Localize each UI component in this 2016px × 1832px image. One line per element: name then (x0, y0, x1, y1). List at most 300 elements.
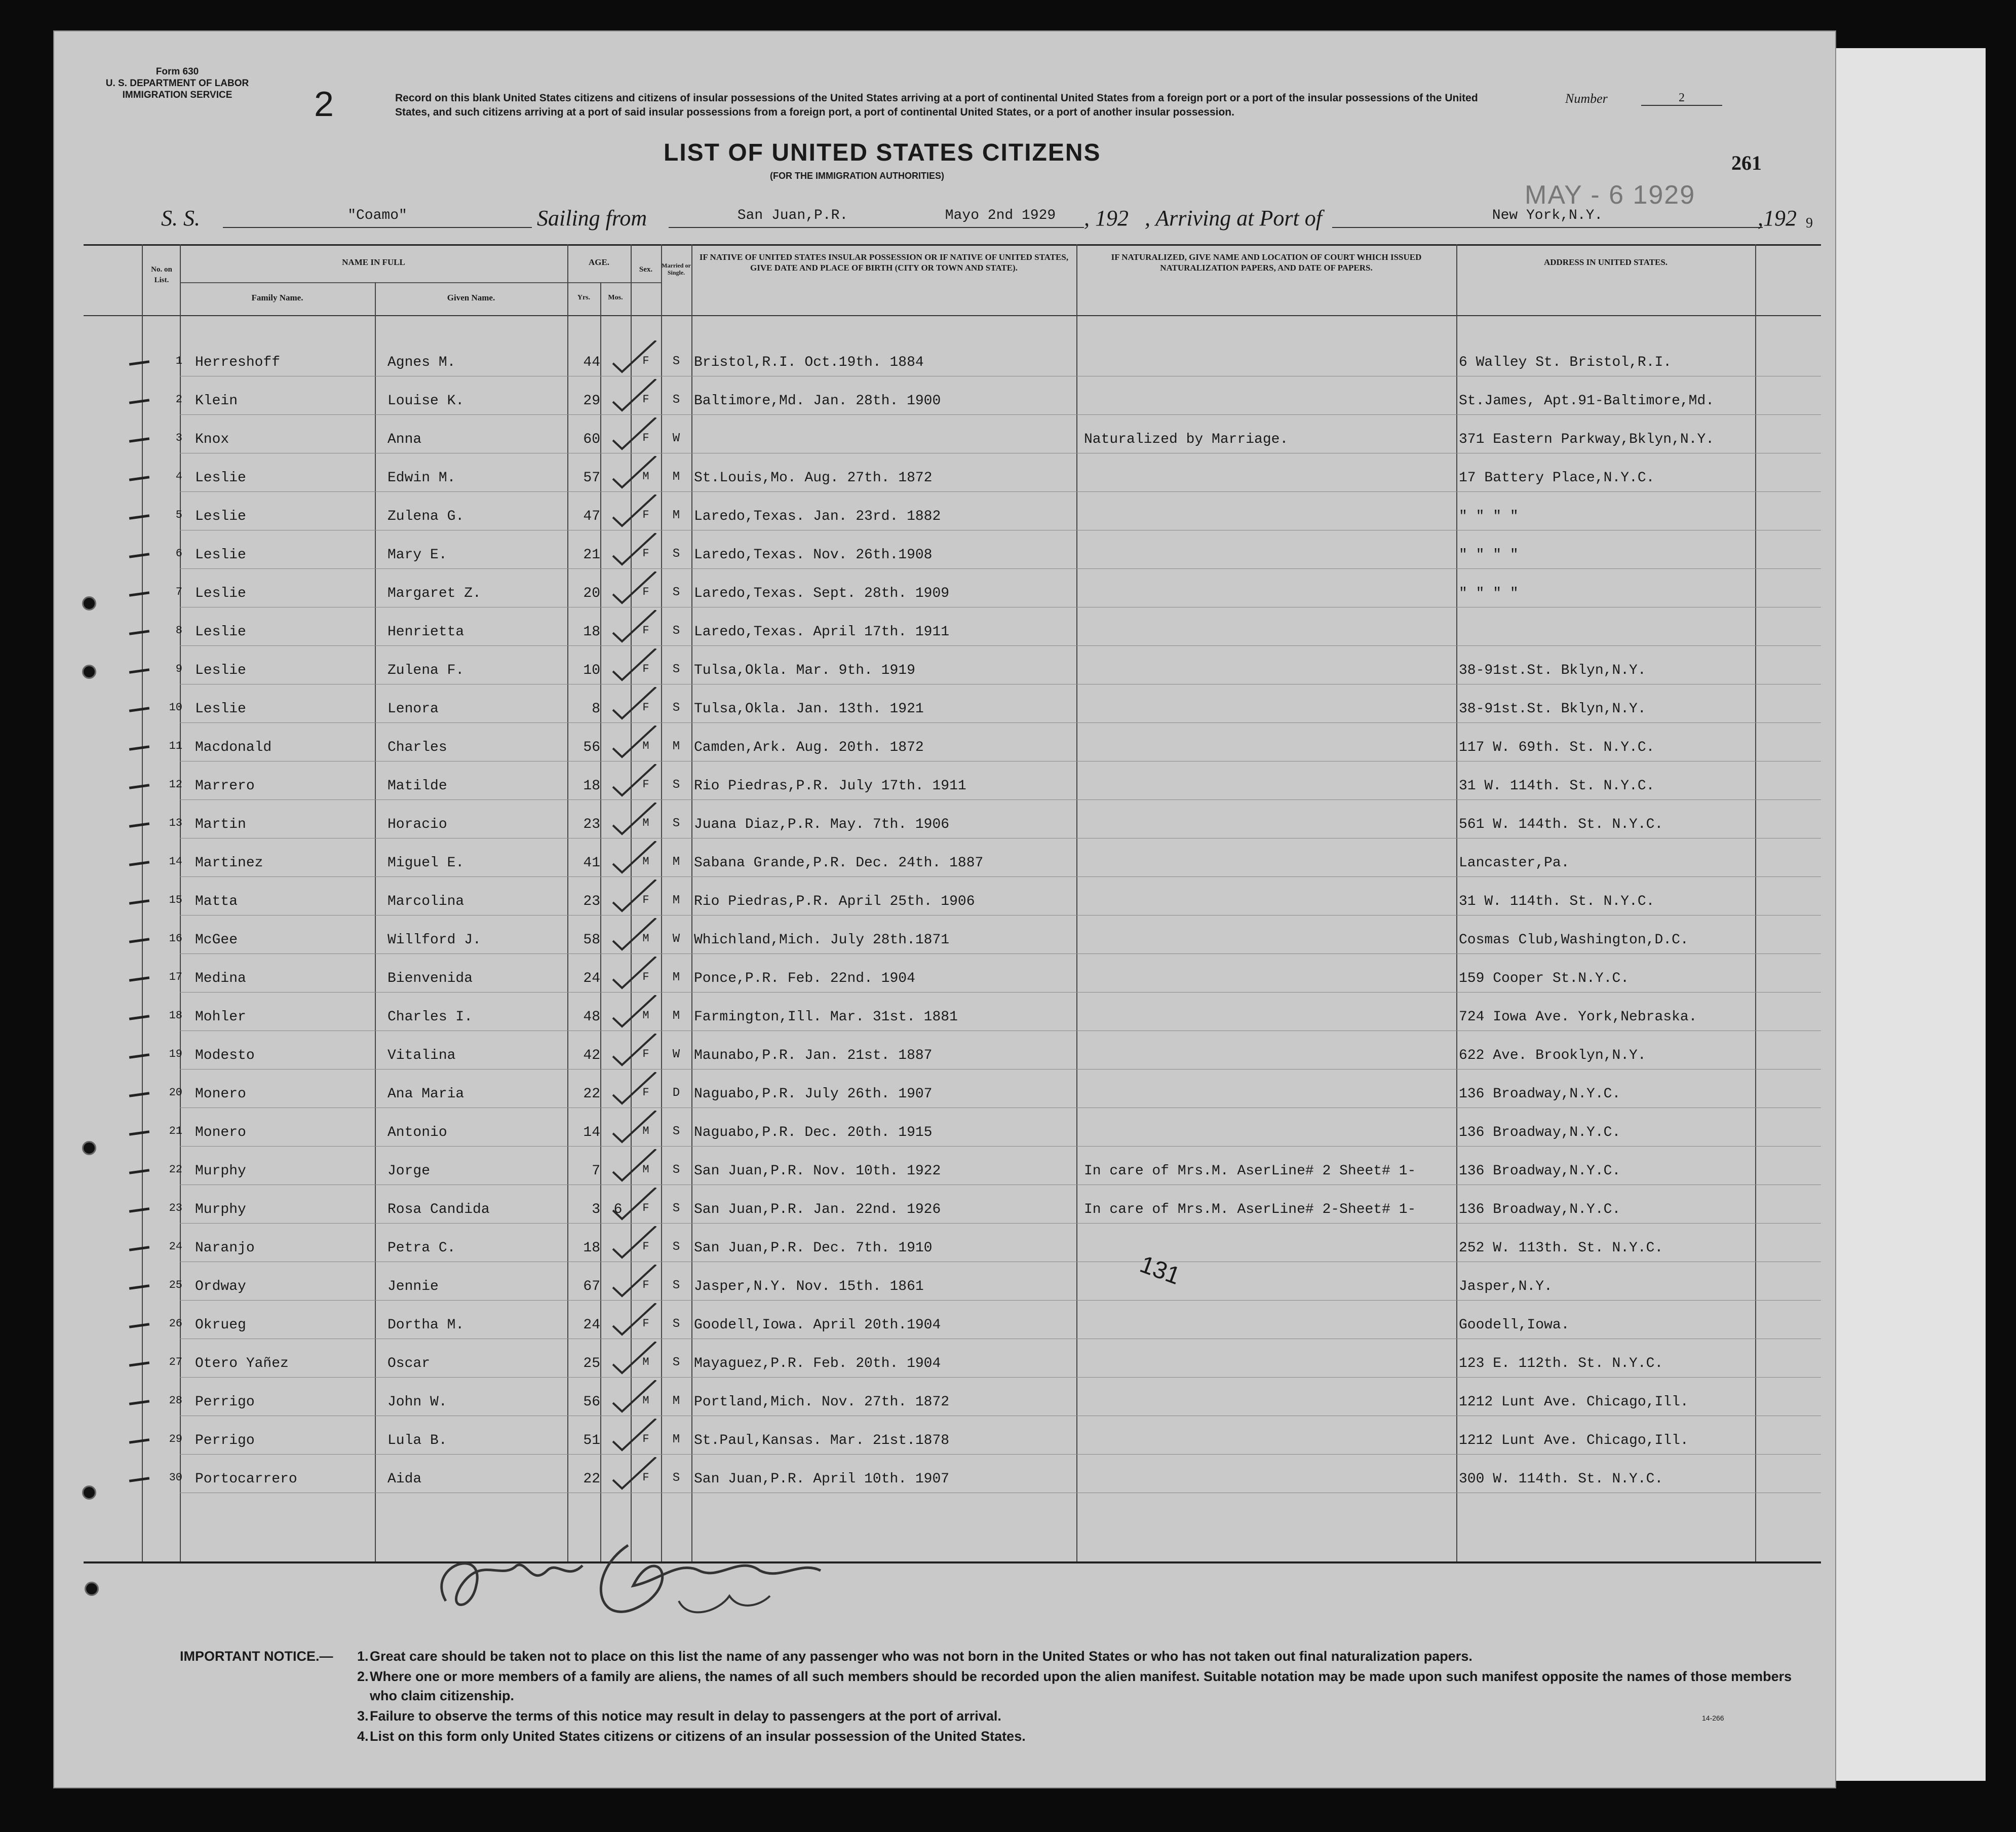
cell-age-years: 20 (583, 586, 600, 601)
cell-sex: M (642, 1356, 649, 1368)
tally-check-mark (608, 1265, 664, 1300)
cell-birth-place-date: Rio Piedras,P.R. July 17th. 1911 (694, 778, 966, 794)
cell-birth-place-date: Jasper,N.Y. Nov. 15th. 1861 (694, 1279, 924, 1294)
notice-item-text: Where one or more members of a family are aliens, the names of all such members should be recorded upon the alien manifest. Suitable notation may be made upon such manifest opposite the names of those members who claim citizenship. (370, 1669, 1792, 1703)
cell-address: 117 W. 69th. St. N.Y.C. (1459, 740, 1655, 755)
cell-no: 17 (169, 971, 182, 983)
cell-no: 23 (169, 1202, 182, 1214)
header-address: ADDRESS IN UNITED STATES. (1543, 257, 1668, 267)
tally-check-mark (608, 379, 664, 414)
cell-marital-status: S (672, 817, 680, 830)
cell-birth-place-date: Laredo,Texas. April 17th. 1911 (694, 624, 950, 640)
cell-given-name: Lula B. (387, 1433, 447, 1448)
cell-birth-place-date: Ponce,P.R. Feb. 22nd. 1904 (694, 971, 915, 986)
cell-marital-status: S (672, 1202, 680, 1215)
cell-given-name: Marcolina (387, 894, 464, 909)
cell-marital-status: S (672, 355, 680, 368)
cell-age-years: 25 (583, 1356, 600, 1371)
cell-age-years: 8 (592, 701, 600, 717)
cell-family-name: Leslie (195, 586, 246, 601)
header-no: No. on List. (151, 265, 172, 284)
cell-address: 159 Cooper St.N.Y.C. (1459, 971, 1630, 986)
cell-age-years: 51 (583, 1433, 600, 1448)
cell-sex: M (642, 470, 649, 483)
cell-address: 6 Walley St. Bristol,R.I. (1459, 355, 1672, 370)
cell-birth-place-date: Laredo,Texas. Nov. 26th.1908 (694, 547, 933, 563)
row-rule (180, 414, 1821, 415)
tally-check-mark (608, 340, 664, 376)
cell-family-name: Mohler (195, 1009, 246, 1025)
arriving-label: , Arriving at Port of (1145, 206, 1322, 231)
cell-age-years: 14 (583, 1125, 600, 1140)
row-rule (180, 992, 1821, 993)
cell-no: 6 (175, 547, 182, 560)
cell-family-name: Leslie (195, 470, 246, 486)
notice-lead: IMPORTANT NOTICE.— (180, 1649, 333, 1664)
notice-item-text: Failure to observe the terms of this notice may result in delay to passengers at the port of arrival. (370, 1708, 1001, 1724)
tally-check-mark (608, 494, 664, 530)
notice-item-1 (357, 1647, 1813, 1666)
cell-no: 26 (169, 1317, 182, 1330)
cell-no: 11 (169, 740, 182, 752)
cell-given-name: Charles (387, 740, 447, 755)
cell-age-years: 47 (583, 509, 600, 524)
cell-naturalization: Naturalized by Marriage. (1084, 432, 1289, 447)
cell-birth-place-date: Naguabo,P.R. July 26th. 1907 (694, 1086, 933, 1102)
tally-check-mark (608, 456, 664, 491)
cell-family-name: Otero Yañez (195, 1356, 289, 1371)
cell-marital-status: S (672, 586, 680, 599)
row-rule (180, 491, 1821, 492)
cell-age-years: 48 (583, 1009, 600, 1025)
cell-no: 12 (169, 778, 182, 791)
cell-age-years: 29 (583, 393, 600, 409)
cell-address: " " " " (1459, 547, 1519, 563)
notice-item-number: 1. (357, 1649, 369, 1664)
cell-address: 1212 Lunt Ave. Chicago,Ill. (1459, 1433, 1689, 1448)
cell-no: 18 (169, 1009, 182, 1022)
cell-naturalization: In care of Mrs.M. AserLine# 2-Sheet# 1- (1084, 1202, 1416, 1217)
cell-given-name: Edwin M. (387, 470, 456, 486)
sailing-label: Sailing from (537, 206, 647, 231)
cell-given-name: Jennie (387, 1279, 439, 1294)
tally-check-mark (608, 571, 664, 607)
cell-no: 19 (169, 1048, 182, 1060)
cell-given-name: Jorge (387, 1163, 431, 1179)
cell-given-name: Petra C. (387, 1240, 456, 1256)
cell-no: 20 (169, 1086, 182, 1099)
sheet-number: 2 (314, 84, 334, 124)
cell-family-name: Okrueg (195, 1317, 246, 1333)
cell-marital-status: S (672, 663, 680, 676)
cell-marital-status: M (672, 855, 680, 869)
cell-family-name: Leslie (195, 509, 246, 524)
cell-family-name: Martinez (195, 855, 263, 871)
cell-sex: F (642, 1202, 649, 1214)
cell-sex: F (642, 1317, 649, 1330)
cell-birth-place-date: Tulsa,Okla. Mar. 9th. 1919 (694, 663, 915, 678)
cell-given-name: Anna (387, 432, 422, 447)
header-age: AGE. (588, 257, 610, 267)
tally-check-mark (608, 1034, 664, 1069)
underlying-sheet (1818, 48, 1986, 1781)
year-digit: 9 (1806, 215, 1813, 231)
row-rule (180, 1454, 1821, 1455)
cell-given-name: Antonio (387, 1125, 447, 1140)
notice-item-number: 3. (357, 1708, 369, 1724)
cell-age-years: 58 (583, 932, 600, 948)
tally-check-mark (608, 417, 664, 453)
tally-check-mark (608, 1111, 664, 1146)
cell-birth-place-date: Camden,Ark. Aug. 20th. 1872 (694, 740, 924, 755)
cell-sex: F (642, 1433, 649, 1445)
cell-sex: M (642, 1394, 649, 1407)
form-identifier (96, 66, 258, 101)
cell-marital-status: S (672, 547, 680, 561)
cell-age-years: 41 (583, 855, 600, 871)
cell-address: 136 Broadway,N.Y.C. (1459, 1202, 1621, 1217)
cell-birth-place-date: Mayaguez,P.R. Feb. 20th. 1904 (694, 1356, 941, 1371)
cell-given-name: Willford J. (387, 932, 481, 948)
header-mos: Mos. (608, 294, 623, 301)
cell-marital-status: D (672, 1086, 680, 1100)
row-rule (180, 953, 1821, 954)
page-subtitle: (FOR THE IMMIGRATION AUTHORITIES) (770, 171, 944, 181)
cell-given-name: Charles I. (387, 1009, 473, 1025)
cell-given-name: Mary E. (387, 547, 447, 563)
record-instruction: Record on this blank United States citizens and citizens of insular possessions of the United States arriving at a port of continental United States from a foreign port or a port of the insular possessions of the United States, and such citizens arriving at a port of said insular possessions from a foreign port, a port of continental United States, or a port of another insular possession. (395, 92, 1478, 118)
inspector-signature (415, 1525, 922, 1626)
cell-given-name: Matilde (387, 778, 447, 794)
cell-given-name: Oscar (387, 1356, 431, 1371)
cell-age-years: 23 (583, 894, 600, 909)
cell-family-name: Matta (195, 894, 238, 909)
cell-marital-status: S (672, 1317, 680, 1331)
cell-birth-place-date: Naguabo,P.R. Dec. 20th. 1915 (694, 1125, 933, 1140)
cell-family-name: Portocarrero (195, 1471, 297, 1487)
row-rule (180, 722, 1821, 723)
cell-family-name: Martin (195, 817, 246, 832)
cell-no: 3 (175, 432, 182, 444)
cell-address: Jasper,N.Y. (1459, 1279, 1553, 1294)
col-rule (375, 282, 376, 1561)
cell-family-name: Marrero (195, 778, 255, 794)
tally-check-mark (608, 803, 664, 838)
col-rule (1456, 244, 1457, 1561)
cell-sex: M (642, 1163, 649, 1176)
cell-no: 28 (169, 1394, 182, 1407)
cell-birth-place-date: Maunabo,P.R. Jan. 21st. 1887 (694, 1048, 933, 1063)
tally-check-mark (608, 1457, 664, 1493)
tally-check-mark (608, 1419, 664, 1454)
cell-address: Lancaster,Pa. (1459, 855, 1570, 871)
cell-birth-place-date: Tulsa,Okla. Jan. 13th. 1921 (694, 701, 924, 717)
cell-no: 2 (175, 393, 182, 406)
header-naturalized: IF NATURALIZED, GIVE NAME AND LOCATION OF COURT WHICH ISSUED NATURALIZATION PAPERS, AND DATE OF PAPERS. (1111, 252, 1422, 273)
cell-age-years: 7 (592, 1163, 600, 1179)
tally-check-mark (608, 1342, 664, 1377)
sailing-date: Mayo 2nd 1929 (917, 208, 1084, 228)
tally-check-mark (608, 687, 664, 722)
cell-no: 4 (175, 470, 182, 483)
cell-birth-place-date: San Juan,P.R. Jan. 22nd. 1926 (694, 1202, 941, 1217)
cell-sex: M (642, 1125, 649, 1137)
cell-given-name: Horacio (387, 817, 447, 832)
cell-family-name: Herreshoff (195, 355, 281, 370)
cell-given-name: Bienvenida (387, 971, 473, 986)
cell-age-years: 24 (583, 971, 600, 986)
cell-family-name: Leslie (195, 624, 246, 640)
footer-code: 14-266 (1702, 1714, 1724, 1722)
page-number: 261 (1731, 151, 1762, 174)
arrival-port: New York,N.Y. (1332, 208, 1763, 228)
punch-hole (85, 1582, 99, 1596)
header-name-in-full: NAME IN FULL (342, 257, 405, 267)
tally-check-mark (608, 533, 664, 568)
notice-item-4 (357, 1727, 1813, 1746)
cell-sex: F (642, 393, 649, 406)
header-yrs: Yrs. (577, 294, 591, 301)
cell-birth-place-date: Sabana Grande,P.R. Dec. 24th. 1887 (694, 855, 984, 871)
cell-no: 8 (175, 624, 182, 637)
cell-age-years: 44 (583, 355, 600, 370)
cell-given-name: John W. (387, 1394, 447, 1410)
cell-age-years: 22 (583, 1471, 600, 1487)
cell-family-name: Medina (195, 971, 246, 986)
cell-naturalization: In care of Mrs.M. AserLine# 2 Sheet# 1- (1084, 1163, 1416, 1179)
cell-address: 1212 Lunt Ave. Chicago,Ill. (1459, 1394, 1689, 1410)
cell-marital-status: S (672, 1279, 680, 1292)
cell-birth-place-date: Portland,Mich. Nov. 27th. 1872 (694, 1394, 950, 1410)
col-rule (600, 282, 601, 1561)
department-name: U. S. DEPARTMENT OF LABOR (105, 78, 249, 89)
arrival-date-stamp: MAY - 6 1929 (1525, 180, 1696, 210)
cell-family-name: Perrigo (195, 1433, 255, 1448)
cell-birth-place-date: Farmington,Ill. Mar. 31st. 1881 (694, 1009, 958, 1025)
cell-no: 5 (175, 509, 182, 521)
cell-age-years: 23 (583, 817, 600, 832)
tally-check-mark (608, 1380, 664, 1416)
cell-sex: M (642, 932, 649, 945)
cell-marital-status: S (672, 701, 680, 715)
cell-marital-status: M (672, 971, 680, 984)
cell-address: 371 Eastern Parkway,Bklyn,N.Y. (1459, 432, 1715, 447)
row-rule (180, 568, 1821, 569)
cell-sex: F (642, 355, 649, 367)
cell-given-name: Dortha M. (387, 1317, 464, 1333)
cell-age-years: 57 (583, 470, 600, 486)
cell-no: 25 (169, 1279, 182, 1291)
cell-sex: M (642, 740, 649, 752)
cell-age-months: 6 (613, 1202, 623, 1217)
cell-given-name: Agnes M. (387, 355, 456, 370)
cell-sex: F (642, 1240, 649, 1253)
cell-address: 724 Iowa Ave. York,Nebraska. (1459, 1009, 1697, 1025)
cell-address: " " " " (1459, 586, 1519, 601)
cell-address: 38-91st.St. Bklyn,N.Y. (1459, 663, 1646, 678)
cell-age-years: 56 (583, 1394, 600, 1410)
cell-sex: M (642, 817, 649, 829)
tally-check-mark (608, 648, 664, 684)
header-subrule (180, 282, 661, 283)
cell-age-years: 3 (592, 1202, 600, 1217)
row-rule (180, 1300, 1821, 1301)
tally-check-mark (608, 918, 664, 953)
cell-sex: F (642, 1279, 649, 1291)
cell-address: 136 Broadway,N.Y.C. (1459, 1125, 1621, 1140)
cell-no: 22 (169, 1163, 182, 1176)
cell-address: 123 E. 112th. St. N.Y.C. (1459, 1356, 1663, 1371)
cell-address: 31 W. 114th. St. N.Y.C. (1459, 894, 1655, 909)
notice-item-number: 2. (357, 1669, 369, 1684)
cell-birth-place-date: Baltimore,Md. Jan. 28th. 1900 (694, 393, 941, 409)
year-prefix-1: , 192 (1084, 206, 1129, 231)
header-family-name: Family Name. (251, 293, 303, 302)
cell-family-name: Ordway (195, 1279, 246, 1294)
cell-marital-status: S (672, 1356, 680, 1369)
cell-birth-place-date: Rio Piedras,P.R. April 25th. 1906 (694, 894, 975, 909)
cell-address: Cosmas Club,Washington,D.C. (1459, 932, 1689, 948)
cell-marital-status: S (672, 1471, 680, 1485)
cell-sex: M (642, 855, 649, 868)
sailing-port: San Juan,P.R. (669, 208, 917, 228)
table-bottom-rule (84, 1561, 1821, 1563)
cell-family-name: Perrigo (195, 1394, 255, 1410)
cell-address: 17 Battery Place,N.Y.C. (1459, 470, 1655, 486)
cell-address: 31 W. 114th. St. N.Y.C. (1459, 778, 1655, 794)
cell-marital-status: M (672, 1433, 680, 1446)
form-number: Form 630 (156, 66, 199, 77)
cell-no: 16 (169, 932, 182, 945)
row-rule (180, 1377, 1821, 1378)
cell-family-name: Leslie (195, 701, 246, 717)
cell-address: " " " " (1459, 509, 1519, 524)
cell-given-name: Miguel E. (387, 855, 464, 871)
tally-check-mark (608, 995, 664, 1030)
cell-no: 10 (169, 701, 182, 714)
header-birth: IF NATIVE OF UNITED STATES INSULAR POSSESSION OR IF NATIVE OF UNITED STATES, GIVE DATE AND PLACE OF BIRTH (CITY OR TOWN AND STATE). (699, 252, 1069, 273)
cell-sex: F (642, 432, 649, 444)
cell-given-name: Vitalina (387, 1048, 456, 1063)
cell-birth-place-date: Laredo,Texas. Sept. 28th. 1909 (694, 586, 950, 601)
cell-sex: F (642, 547, 649, 560)
row-rule (180, 1069, 1821, 1070)
cell-sex: F (642, 778, 649, 791)
cell-age-years: 24 (583, 1317, 600, 1333)
cell-age-years: 21 (583, 547, 600, 563)
cell-marital-status: S (672, 778, 680, 792)
cell-given-name: Henrietta (387, 624, 464, 640)
ship-name: "Coamo" (223, 208, 532, 228)
tally-check-mark (608, 1303, 664, 1339)
margin-annotation: 131 (1136, 1250, 1184, 1290)
cell-address: 136 Broadway,N.Y.C. (1459, 1163, 1621, 1179)
cell-address: 136 Broadway,N.Y.C. (1459, 1086, 1621, 1102)
cell-address: 38-91st.St. Bklyn,N.Y. (1459, 701, 1646, 717)
row-rule (180, 876, 1821, 877)
cell-birth-place-date: San Juan,P.R. April 10th. 1907 (694, 1471, 950, 1487)
cell-sex: F (642, 586, 649, 598)
cell-sex: F (642, 624, 649, 637)
cell-given-name: Aida (387, 1471, 422, 1487)
cell-age-years: 42 (583, 1048, 600, 1063)
cell-given-name: Ana Maria (387, 1086, 464, 1102)
cell-age-years: 67 (583, 1279, 600, 1294)
cell-family-name: Modesto (195, 1048, 255, 1063)
cell-marital-status: M (672, 509, 680, 522)
cell-birth-place-date: San Juan,P.R. Nov. 10th. 1922 (694, 1163, 941, 1179)
cell-no: 1 (175, 355, 182, 367)
service-name: IMMIGRATION SERVICE (122, 90, 232, 100)
notice-item-number: 4. (357, 1729, 369, 1744)
cell-sex: F (642, 1086, 649, 1099)
tally-check-mark (608, 764, 664, 799)
number-label: Number (1565, 91, 1608, 106)
cell-sex: F (642, 701, 649, 714)
cell-family-name: Knox (195, 432, 229, 447)
cell-marital-status: S (672, 1125, 680, 1138)
page-title: LIST OF UNITED STATES CITIZENS (664, 139, 1101, 166)
ss-label: S. S. (161, 206, 200, 231)
cell-sex: F (642, 894, 649, 906)
notice-item-text: Great care should be taken not to place on this list the name of any passenger who was not born in the United States or who has not taken out final naturalization papers. (370, 1649, 1472, 1664)
notice-item-text: List on this form only United States citizens or citizens of an insular possession of the United States. (370, 1729, 1026, 1744)
table-top-rule (84, 244, 1821, 246)
cell-sex: F (642, 509, 649, 521)
cell-birth-place-date: San Juan,P.R. Dec. 7th. 1910 (694, 1240, 933, 1256)
cell-no: 13 (169, 817, 182, 829)
cell-family-name: Macdonald (195, 740, 272, 755)
cell-age-years: 56 (583, 740, 600, 755)
cell-marital-status: S (672, 1163, 680, 1177)
cell-marital-status: S (672, 624, 680, 638)
cell-sex: F (642, 971, 649, 983)
cell-no: 24 (169, 1240, 182, 1253)
tally-check-mark (608, 726, 664, 761)
cell-no: 15 (169, 894, 182, 906)
cell-marital-status: M (672, 1009, 680, 1023)
cell-birth-place-date: Juana Diaz,P.R. May. 7th. 1906 (694, 817, 950, 832)
cell-marital-status: W (672, 432, 680, 445)
cell-given-name: Zulena F. (387, 663, 464, 678)
tally-check-mark (608, 1149, 664, 1185)
col-rule (1755, 244, 1756, 1561)
cell-family-name: Leslie (195, 547, 246, 563)
number-value: 2 (1641, 91, 1722, 106)
cell-no: 21 (169, 1125, 182, 1137)
cell-age-years: 18 (583, 778, 600, 794)
cell-family-name: Monero (195, 1086, 246, 1102)
notice-item-2 (357, 1667, 1813, 1705)
cell-family-name: McGee (195, 932, 238, 948)
cell-given-name: Rosa Candida (387, 1202, 490, 1217)
cell-given-name: Lenora (387, 701, 439, 717)
cell-address: 622 Ave. Brooklyn,N.Y. (1459, 1048, 1646, 1063)
cell-given-name: Margaret Z. (387, 586, 481, 601)
row-rule (180, 799, 1821, 800)
tally-check-mark (608, 841, 664, 876)
cell-sex: F (642, 1471, 649, 1484)
cell-birth-place-date: Laredo,Texas. Jan. 23rd. 1882 (694, 509, 941, 524)
header-given-name: Given Name. (447, 293, 495, 302)
tally-check-mark (608, 957, 664, 992)
col-rule (567, 244, 568, 1561)
cell-given-name: Zulena G. (387, 509, 464, 524)
header-married-single: Married or Single. (662, 262, 691, 276)
cell-birth-place-date: Goodell,Iowa. April 20th.1904 (694, 1317, 941, 1333)
cell-family-name: Murphy (195, 1163, 246, 1179)
cell-address: 252 W. 113th. St. N.Y.C. (1459, 1240, 1663, 1256)
